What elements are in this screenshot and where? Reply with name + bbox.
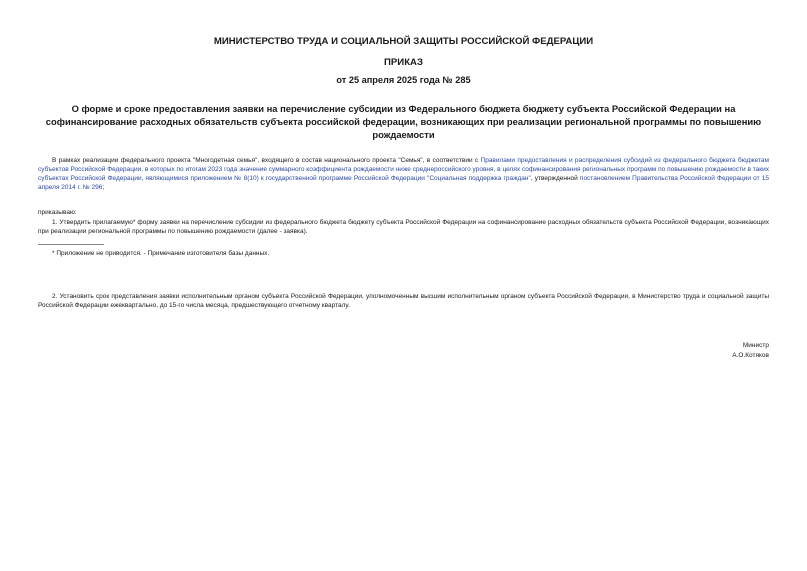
order-word: приказываю: [38, 209, 77, 216]
footnote: * Приложение не приводится. - Примечание изготовителя базы данных. [52, 250, 270, 257]
preamble-paragraph [38, 156, 769, 192]
doc-type-heading: ПРИКАЗ [384, 57, 423, 68]
document-title: О форме и сроке предоставления заявки на перечисление субсидии из Федерального бюджета бюджету субъекта Российской Федерации на софинансирование расходных обязательств субъекта российской федерации, возникающих при реализации региональной программы по повышению рождаемости [45, 103, 762, 140]
footnote-divider [38, 244, 104, 245]
preamble-text-2: , утвержденной [530, 175, 580, 182]
order-item-1: 1. Утвердить прилагаемую* форму заявки на перечисление субсидии из федерального бюджета бюджету субъекта Российской Федерации на софинансирование расходных обязательств субъекта Российской Федерации, возникающих при реализации региональной программы по повышению рождаемости (далее - заявка). [38, 219, 769, 235]
signature-position: Министр [742, 342, 769, 349]
ministry-heading: МИНИСТЕРСТВО ТРУДА И СОЦИАЛЬНОЙ ЗАЩИТЫ РОССИЙСКОЙ ФЕДЕРАЦИИ [213, 36, 594, 47]
date-number: от 25 апреля 2025 года № 285 [336, 75, 471, 85]
preamble-text-3: ; [102, 184, 105, 191]
signature-name: А.О.Котяков [732, 352, 769, 359]
rules-link[interactable]: Правилами предоставления и распределения субсидий из федерального бюджета бюджетам субъектов Российской Федерации, в которых по итогам 2023 года значение суммарного коэффициента рождаемости ниже среднероссийского уровня, в целях софинансирования региональных программ по повышению рождаемости в таких субъектах Российской Федерации, являющимися приложением № 8(10) к государственной программе Российской Федерации "Социальная поддержка граждан" [38, 157, 769, 182]
resolution-link[interactable]: постановлением Правительства Российской Федерации от 15 апреля 2014 г. № 296 [38, 175, 769, 191]
preamble-text-1: В рамках реализации федерального проекта "Многодетная семья", входящего в состав национального проекта "Семья", в соответствии с [52, 157, 481, 164]
order-item-2: 2. Установить срок представления заявки исполнительным органом субъекта Российской Федерации, уполномоченным высшим исполнительным органом субъекта Российской Федерации, в Министерство труда и социальной защиты Российской Федерации ежеквартально, до 15-го числа месяца, предшествующего отчетному кварталу. [38, 293, 769, 309]
